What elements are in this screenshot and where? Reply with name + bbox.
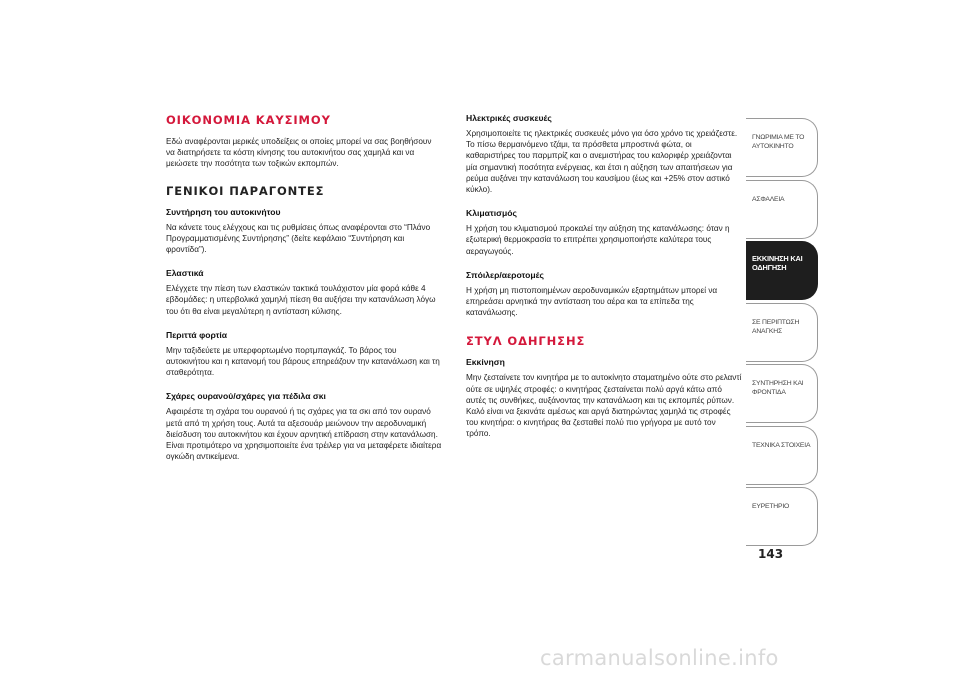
tab-label: ΕΥΡΕΤΗΡΙΟ — [752, 503, 790, 510]
heading-electrical-devices: Ηλεκτρικές συσκευές — [466, 113, 552, 123]
heading-starting: Εκκίνηση — [466, 357, 505, 368]
section-title-driving-style: ΣΤΥΛ ΟΔΗΓΗΣΗΣ — [466, 334, 586, 349]
section-title-general-factors: ΓΕΝΙΚΟΙ ΠΑΡΑΓΟΝΤΕΣ — [166, 183, 325, 198]
tab-label: ΤΕΧΝΙΚΑ ΣΤΟΙΧΕΙΑ — [752, 441, 811, 449]
paragraph-spoilers: Η χρήση μη πιστοποιημένων αεροδυναμικών εξαρτημάτων μπορεί να επηρεάσει αρνητικά την αντίσταση του αέρα και τα επίπεδα της κατανάλωσης. — [466, 285, 718, 318]
left-column — [166, 113, 442, 462]
tab-maintenance-and-care[interactable] — [746, 364, 818, 423]
tab-technical-data[interactable] — [746, 426, 818, 485]
tab-label: ΓΝΩΡΙΜΙΑ ΜΕ ΤΟ ΑΥΤΟΚΙΝΗΤΟ — [752, 134, 805, 150]
tab-safety[interactable] — [746, 180, 818, 239]
tab-starting-and-driving[interactable] — [746, 241, 818, 300]
heading-tyres: Ελαστικά — [166, 268, 204, 279]
watermark: carmanualsonline.info — [540, 646, 779, 670]
heading-vehicle-maintenance: Συντήρηση του αυτοκινήτου — [166, 206, 281, 217]
page-number: 143 — [758, 547, 784, 561]
paragraph-unnecessary-loads: Μην ταξιδεύετε με υπερφορτωμένο πορτμπαγκάζ. Το βάρος του αυτοκινήτου και η κατανομή του βάρους επηρεάζουν την κατανάλωση και τη σταθερότητα. — [166, 345, 440, 378]
paragraph-roof-racks: Αφαιρέστε τη σχάρα του ουρανού ή τις σχάρες για τα σκι από τον ουρανό μετά από τη χρήση τους. Αυτά τα αξεσουάρ μειώνουν την αεροδυναμική διείσδυση του αυτοκινήτου και έχουν αρνητική επίδραση στην κατανάλωση. Είναι προτιμότερο να χρησιμοποιείτε ένα τρέιλερ για να μεταφέρετε ιδιαίτερα ογκώδη αντικείμενα. — [166, 407, 442, 462]
tab-index[interactable] — [746, 487, 818, 546]
paragraph-electrical-devices: Χρησιμοποιείτε τις ηλεκτρικές συσκευές μόνο για όσο χρόνο τις χρειάζεστε. Το πίσω θερμαινόμενο τζάμι, τα πρόσθετα μπροστινά φώτα, οι καθαριστήρες του παρμπρίζ και ο ανεμιστήρας του καλοριφέρ χρειάζονται μία σημαντική ποσότητα ενέργειας, και έτσι η αύξηση των απαιτήσεων για ρεύμα αυξάνει την κατανάλωση του καυσίμου (έως και +25% στον αστικό κύκλο). — [466, 129, 738, 195]
right-column — [466, 113, 742, 440]
tab-label: ΣΕ ΠΕΡΙΠΤΩΣΗ ΑΝΑΓΚΗΣ — [752, 318, 800, 335]
tab-label: ΣΥΝΤΗΡΗΣΗ ΚΑΙ ΦΡΟΝΤΙΔΑ — [752, 380, 804, 396]
tab-label: ΕΚΚΙΝΗΣΗ ΚΑΙ ΟΔΗΓΗΣΗ — [752, 254, 803, 272]
tab-getting-to-know-the-car[interactable] — [746, 118, 818, 177]
tab-label: ΑΣΦΑΛΕΙΑ — [752, 195, 785, 203]
paragraph-vehicle-maintenance: Να κάνετε τους ελέγχους και τις ρυθμίσεις όπως αναφέρονται στο “Πλάνο Προγραμματισμένης Συντήρησης” (δείτε κεφάλαιο “Συντήρηση και φροντίδα”). — [166, 222, 431, 255]
chapter-tabs — [746, 118, 818, 549]
paragraph-starting: Μην ζεσταίνετε τον κινητήρα με το αυτοκίνητο σταματημένο ούτε στο ρελαντί ούτε σε υψηλές στροφές: ο κινητήρας ζεσταίνεται πολύ αργά κάτω από αυτές τις συνθήκες, αυξάνοντας την κατανάλωση και τις εκπομπές ρύπων. Καλό είναι να ξεκινάτε αμέσως και αργά διατηρώντας χαμηλά τις στροφές του κινητήρα: ο κινητήρας θα ζεσταθεί πολύ πιο γρήγορα με αυτό τον τρόπο. — [466, 373, 742, 439]
heading-roof-racks: Σχάρες ουρανού/σχάρες για πέδιλα σκι — [166, 391, 326, 402]
paragraph-tyres: Ελέγχετε την πίεση των ελαστικών τακτικά τουλάχιστον μία φορά κάθε 4 εβδομάδες: η υπερβολικά χαμηλή πίεση θα αυξήσει την κατανάλωση λόγω του ότι θα είναι μεγαλύτερη η αντίσταση κύλισης. — [166, 284, 436, 316]
paragraph-air-conditioning: Η χρήση του κλιματισμού προκαλεί την αύξηση της κατανάλωσης: όταν η εξωτερική θερμοκρασία το επιτρέπει χρησιμοποιήστε καλύτερα τους αεραγωγούς. — [466, 224, 730, 256]
heading-unnecessary-loads: Περιττά φορτία — [166, 329, 228, 340]
page-title: ΟΙΚΟΝΟΜΙΑ ΚΑΥΣΙΜΟΥ — [166, 113, 331, 127]
heading-spoilers: Σπόιλερ/αεροτομές — [466, 269, 544, 280]
heading-air-conditioning: Κλιματισμός — [466, 208, 517, 219]
tab-in-an-emergency[interactable] — [746, 303, 818, 362]
intro-paragraph: Εδώ αναφέρονται μερικές υποδείξεις οι οποίες μπορεί να σας βοηθήσουν να διατηρήσετε τα κόστη κίνησης του αυτοκινήτου σας χαμηλά και να μειώσετε την ποσότητα των τοξικών εκπομπών. — [166, 137, 432, 169]
